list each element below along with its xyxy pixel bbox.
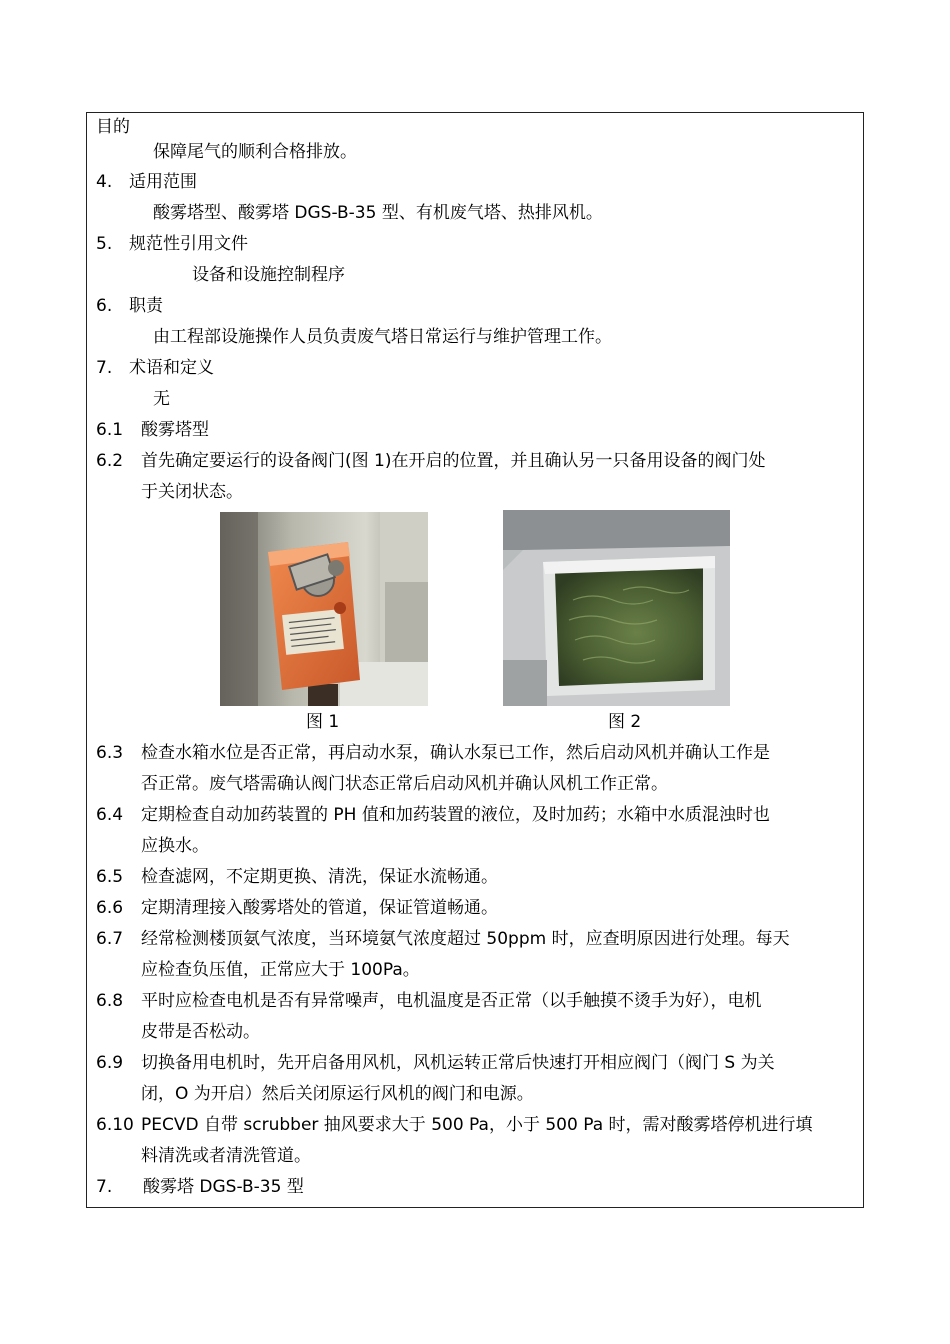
item-number: 6.4 bbox=[96, 805, 124, 825]
section-6-text: 由工程部设施操作人员负责废气塔日常运行与维护管理工作。 bbox=[153, 327, 612, 347]
section-5-text: 设备和设施控制程序 bbox=[192, 265, 345, 285]
item-number: 6.7 bbox=[96, 929, 124, 949]
item-6-10-continuation: 料清洗或者清洗管道。 bbox=[141, 1146, 311, 1166]
section-7-acid-mist-tower-heading bbox=[96, 1177, 304, 1197]
item-6-10 bbox=[96, 1115, 813, 1135]
item-number: 6.8 bbox=[96, 991, 124, 1011]
section-6-heading bbox=[96, 296, 163, 316]
item-text: 检查滤网，不定期更换、清洗，保证水流畅通。 bbox=[141, 867, 498, 887]
item-6-9 bbox=[96, 1053, 775, 1073]
item-6-2 bbox=[96, 451, 765, 471]
item-number: 6.9 bbox=[96, 1053, 124, 1073]
item-text: 检查水箱水位是否正常，再启动水泵，确认水泵已工作，然后启动风机并确认工作是 bbox=[141, 743, 770, 763]
item-6-3 bbox=[96, 743, 770, 763]
section-7-heading bbox=[96, 358, 214, 378]
item-text: 切换备用电机时，先开启备用风机，风机运转正常后快速打开相应阀门（阀门 S 为关 bbox=[141, 1053, 775, 1073]
item-number: 6.10 bbox=[96, 1115, 134, 1135]
item-number: 7. bbox=[96, 1177, 113, 1197]
item-6-9-continuation: 闭，O 为开启）然后关闭原运行风机的阀门和电源。 bbox=[141, 1084, 534, 1104]
purpose-text: 保障尾气的顺利合格排放。 bbox=[153, 142, 357, 162]
section-5-heading bbox=[96, 234, 248, 254]
purpose-title: 目的 bbox=[96, 117, 130, 137]
item-number: 6.1 bbox=[96, 420, 124, 440]
item-text: 酸雾塔 DGS-B-35 型 bbox=[143, 1177, 304, 1197]
section-5-title: 规范性引用文件 bbox=[129, 234, 248, 254]
item-text: 定期检查自动加药装置的 PH 值和加药装置的液位，及时加药；水箱中水质混浊时也 bbox=[141, 805, 770, 825]
item-number: 6.5 bbox=[96, 867, 124, 887]
section-6-title: 职责 bbox=[129, 296, 163, 316]
item-6-4 bbox=[96, 805, 770, 825]
section-4-title: 适用范围 bbox=[129, 172, 197, 192]
section-4-number: 4. bbox=[96, 172, 113, 192]
figure-1-valve-actuator-photo bbox=[220, 512, 428, 706]
item-6-4-continuation: 应换水。 bbox=[141, 836, 209, 856]
item-6-8-continuation: 皮带是否松动。 bbox=[141, 1022, 260, 1042]
section-6-number: 6. bbox=[96, 296, 113, 316]
item-6-6 bbox=[96, 898, 498, 918]
item-number: 6.2 bbox=[96, 451, 124, 471]
item-6-7 bbox=[96, 929, 790, 949]
item-6-2-continuation: 于关闭状态。 bbox=[141, 482, 243, 502]
figure-2-water-tank-photo bbox=[503, 510, 730, 706]
item-6-5 bbox=[96, 867, 498, 887]
item-number: 6.6 bbox=[96, 898, 124, 918]
section-5-number: 5. bbox=[96, 234, 113, 254]
section-4-text: 酸雾塔型、酸雾塔 DGS-B-35 型、有机废气塔、热排风机。 bbox=[153, 203, 603, 223]
item-6-7-continuation: 应检查负压值，正常应大于 100Pa。 bbox=[141, 960, 420, 980]
item-text: 首先确定要运行的设备阀门(图 1)在开启的位置，并且确认另一只备用设备的阀门处 bbox=[141, 451, 766, 471]
item-text: PECVD 自带 scrubber 抽风要求大于 500 Pa，小于 500 Pa 时，需对酸雾塔停机进行填 bbox=[141, 1115, 813, 1135]
item-number: 6.3 bbox=[96, 743, 124, 763]
section-4-heading bbox=[96, 172, 197, 192]
figure-2-caption: 图 2 bbox=[608, 712, 642, 732]
item-6-8 bbox=[96, 991, 762, 1011]
item-text: 平时应检查电机是否有异常噪声，电机温度是否正常（以手触摸不烫手为好），电机 bbox=[141, 991, 762, 1011]
section-7-text: 无 bbox=[153, 389, 170, 409]
item-text: 经常检测楼顶氨气浓度，当环境氨气浓度超过 50ppm 时，应查明原因进行处理。每天 bbox=[141, 929, 790, 949]
item-6-1 bbox=[96, 420, 209, 440]
item-6-3-continuation: 否正常。废气塔需确认阀门状态正常后启动风机并确认风机工作正常。 bbox=[141, 774, 668, 794]
section-7-title: 术语和定义 bbox=[129, 358, 214, 378]
figure-1-caption: 图 1 bbox=[306, 712, 340, 732]
item-text: 定期清理接入酸雾塔处的管道，保证管道畅通。 bbox=[141, 898, 498, 918]
section-7-number: 7. bbox=[96, 358, 113, 378]
item-text: 酸雾塔型 bbox=[141, 420, 209, 440]
